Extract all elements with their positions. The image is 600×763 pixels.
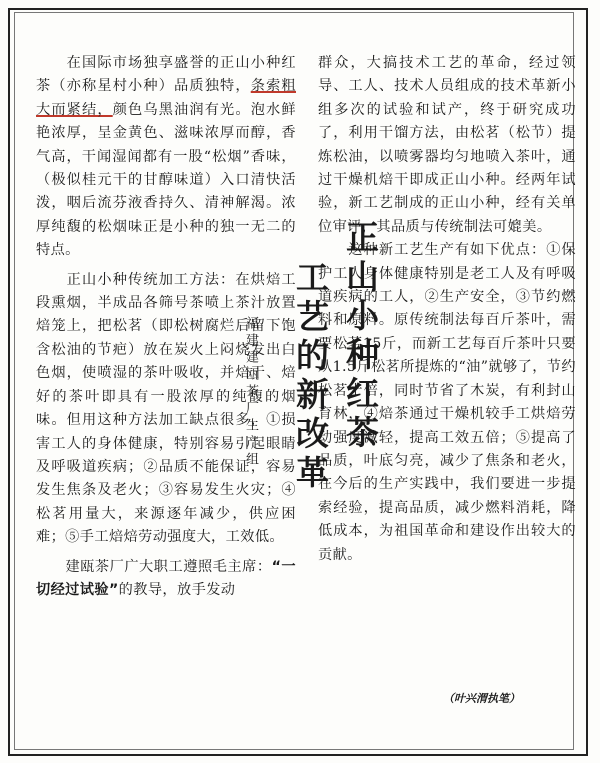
author-byline: 福建建瓯茶厂生产组 xyxy=(243,316,258,469)
signature: （叶兴渭执笔） xyxy=(443,692,520,705)
paragraph-1 xyxy=(36,52,296,263)
title-line-1: 正山小种红茶 xyxy=(341,220,380,454)
paragraph-2: 正山小种传统加工方法：在烘焙工段熏烟，半成品各筛号茶喷上茶汁放置焙笼上，把松茗（即松树腐烂后留下饱含松油的节疤）放在炭火上闷烧发出白色烟，使喷湿的茶叶吸收，并焙干、焙好的茶叶即具有一股浓厚的纯馥的烟味。但用这种方法加工缺点很多，①损害工人的身体健康，特别容易引起眼睛及呼吸道疾病；②品质不能保证，容易发生焦条及老火；③容易发生火灾；④松茗用量大，来源逐年减少，供应困难；⑤手工焙焙劳动强度大，工效低。 xyxy=(36,271,296,546)
right-column xyxy=(318,52,576,567)
paragraph-1-rest: 颜色乌黑油润有光。泡水鲜艳浓厚，呈金黄色、滋味浓厚而醇，香气高，干闻湿闻都有一股“松烟”香味，（极似桂元干的甘醇味道）入口清快活泼，咽后流芬液香持久、清神解渴。浓厚纯馥的松烟味正是小种的独一无二的特点。 xyxy=(36,101,296,259)
paragraph-3 xyxy=(36,556,296,603)
quote-bold: “一切经过试验” xyxy=(36,558,297,598)
paragraph-1-start: 在国际市场独享盛誉的正山小种红茶（亦称星村小种）品质独特， xyxy=(36,55,296,95)
paragraph-3-start: 建瓯茶厂广大职工遵照毛主席： xyxy=(36,558,272,575)
paragraph-3-rest: 的教导，放手发动 xyxy=(118,581,236,598)
paragraph-4: 群众，大搞技术工艺的革命，经过领导、工人、技术人员组成的技术革新小组多次的试验和试产，终于研究成功了，利用干馏方法，由松茗（松节）提炼松油，以喷雾器均匀地喷入茶叶，通过干燥机焙干即成正山小种。经两年试验，新工艺制成的正山小种，经有关单位审评，其品质与传统制法可媲美。 xyxy=(318,55,576,235)
title-line-2: 工艺的新改革 xyxy=(291,260,330,494)
paragraph-5: 这种新工艺生产有如下优点：①保护工人身体健康特别是老工人及有呼吸道疾病的工人，②生产安全，③节约燃料和原料。原传统制法每百斤茶叶，需要松茗15斤，而新工艺每百斤茶叶只要从1.5斤松茗所提炼的“油”就够了，节约松茗十倍，同时节省了木炭，有利封山育林，④焙茶通过干燥机较手工烘焙劳动强度减轻，提高工效五倍；⑤提高了品质，叶底匀亮，减少了焦条和老火，在今后的生产实践中，我们要进一步提索经验，提高品质，减少燃料消耗，降低成本，为祖国革命和建设作出较大的贡献。 xyxy=(318,242,576,563)
underlined-text: 条索粗大而紧结， xyxy=(36,78,296,118)
